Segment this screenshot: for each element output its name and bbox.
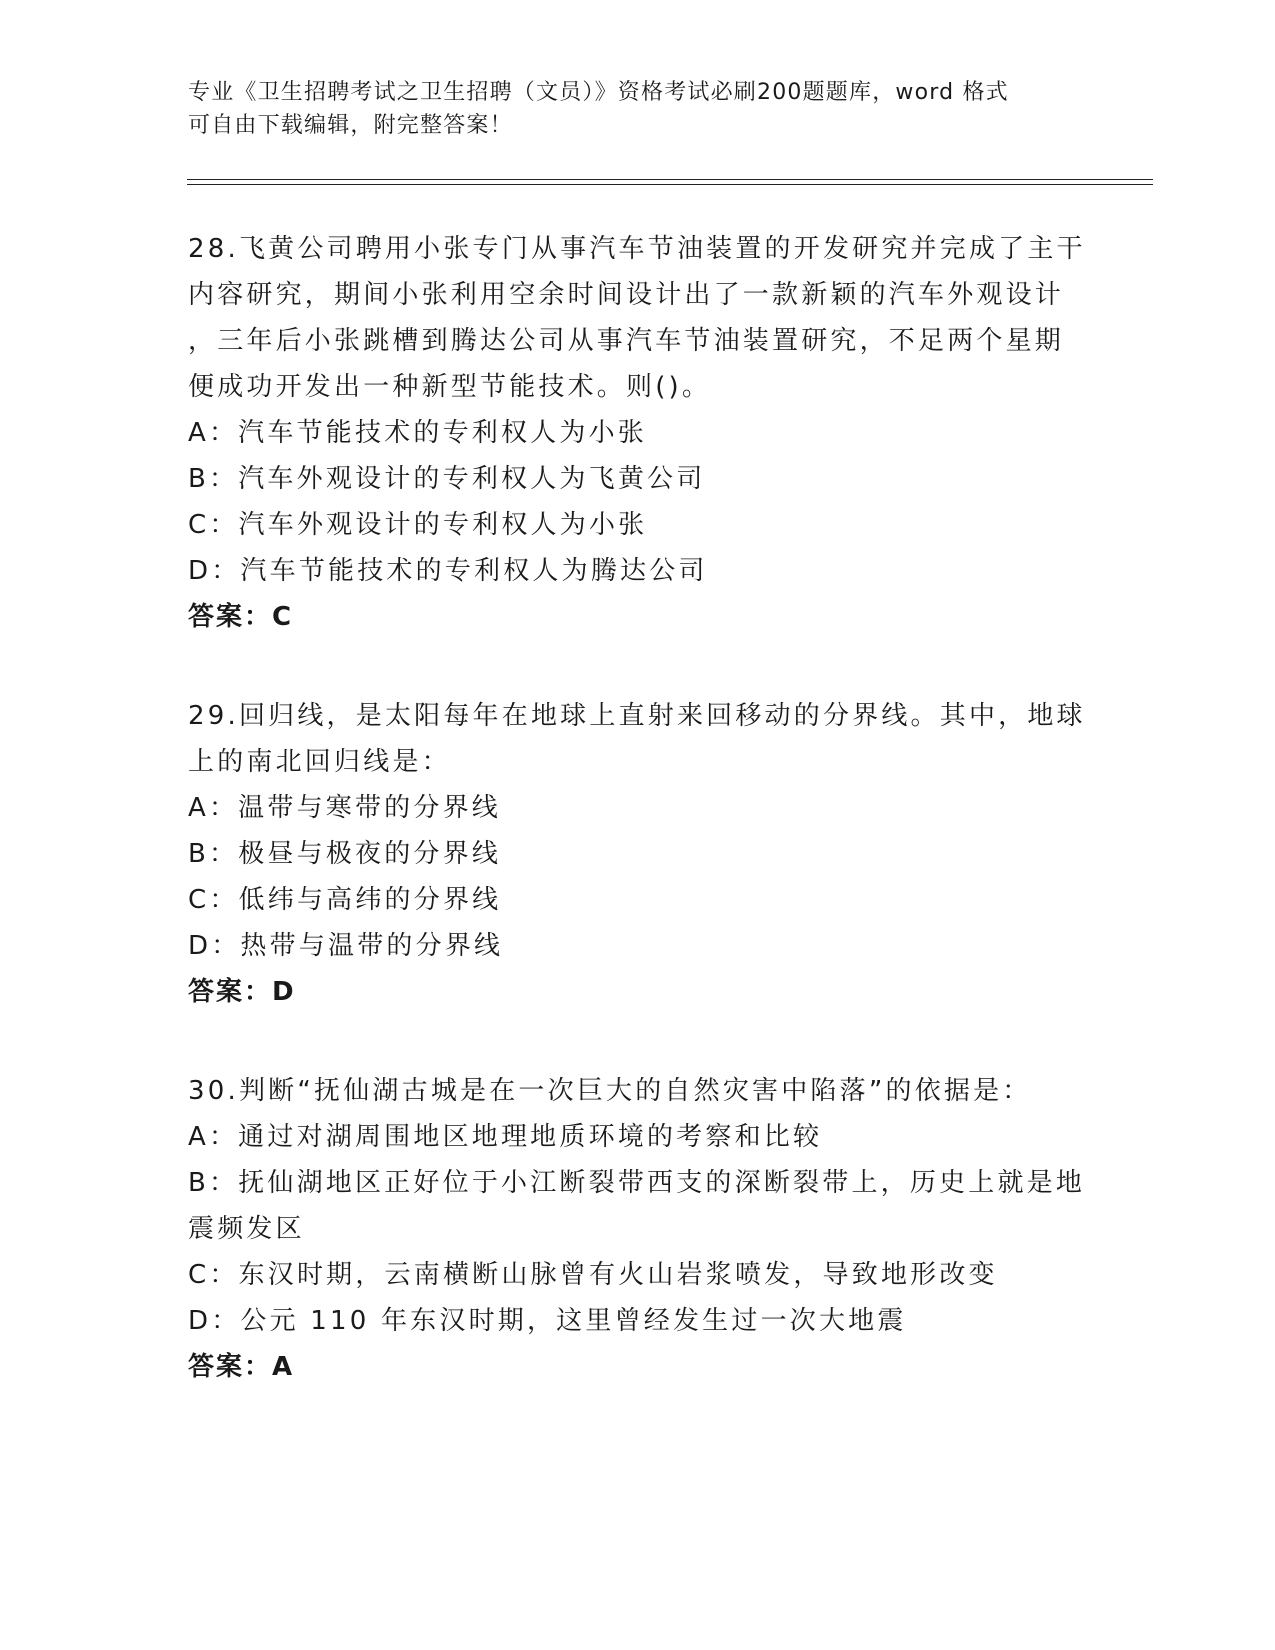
question-28 bbox=[188, 226, 1088, 640]
answer: 答案：D bbox=[188, 977, 296, 1007]
question-text-line: 29.回归线，是太阳每年在地球上直射来回移动的分界线。其中，地球 bbox=[188, 701, 1086, 731]
question-text-line: 内容研究，期间小张利用空余时间设计出了一款新颖的汽车外观设计 bbox=[188, 280, 1065, 310]
question-29 bbox=[188, 693, 1088, 1015]
question-text-line: ，三年后小张跳槽到腾达公司从事汽车节油装置研究，不足两个星期 bbox=[188, 326, 1065, 356]
header-divider-top bbox=[187, 179, 1153, 180]
option-c: C：低纬与高纬的分界线 bbox=[188, 885, 502, 915]
option-b: B：抚仙湖地区正好位于小江断裂带西支的深断裂带上，历史上就是地 bbox=[188, 1168, 1086, 1198]
option-a: A：温带与寒带的分界线 bbox=[188, 793, 501, 823]
option-c: C：东汉时期，云南横断山脉曾有火山岩浆喷发，导致地形改变 bbox=[188, 1260, 998, 1290]
question-30 bbox=[188, 1068, 1088, 1390]
option-b-continued: 震频发区 bbox=[188, 1214, 305, 1244]
question-text-line: 28.飞黄公司聘用小张专门从事汽车节油装置的开发研究并完成了主干 bbox=[188, 234, 1086, 264]
option-c: C：汽车外观设计的专利权人为小张 bbox=[188, 510, 648, 540]
option-a: A：通过对湖周围地区地理地质环境的考察和比较 bbox=[188, 1122, 823, 1152]
option-a: A：汽车节能技术的专利权人为小张 bbox=[188, 418, 647, 448]
question-text-line: 便成功开发出一种新型节能技术。则()。 bbox=[188, 372, 712, 402]
answer: 答案：A bbox=[188, 1352, 295, 1382]
answer: 答案：C bbox=[188, 602, 294, 632]
option-b: B：极昼与极夜的分界线 bbox=[188, 839, 502, 869]
option-d: D：公元 110 年东汉时期，这里曾经发生过一次大地震 bbox=[188, 1306, 907, 1336]
document-header bbox=[188, 76, 1068, 142]
question-text-line: 上的南北回归线是： bbox=[188, 747, 451, 777]
option-b: B：汽车外观设计的专利权人为飞黄公司 bbox=[188, 464, 706, 494]
header-line-2: 可自由下载编辑，附完整答案！ bbox=[188, 113, 513, 138]
header-divider-bottom bbox=[187, 184, 1153, 185]
header-line-1: 专业《卫生招聘考试之卫生招聘（文员）》资格考试必刷200题题库，word 格式 bbox=[188, 80, 1009, 105]
question-text-line: 30.判断“抚仙湖古城是在一次巨大的自然灾害中陷落”的依据是： bbox=[188, 1076, 1032, 1106]
option-d: D：汽车节能技术的专利权人为腾达公司 bbox=[188, 556, 708, 586]
option-d: D：热带与温带的分界线 bbox=[188, 931, 504, 961]
